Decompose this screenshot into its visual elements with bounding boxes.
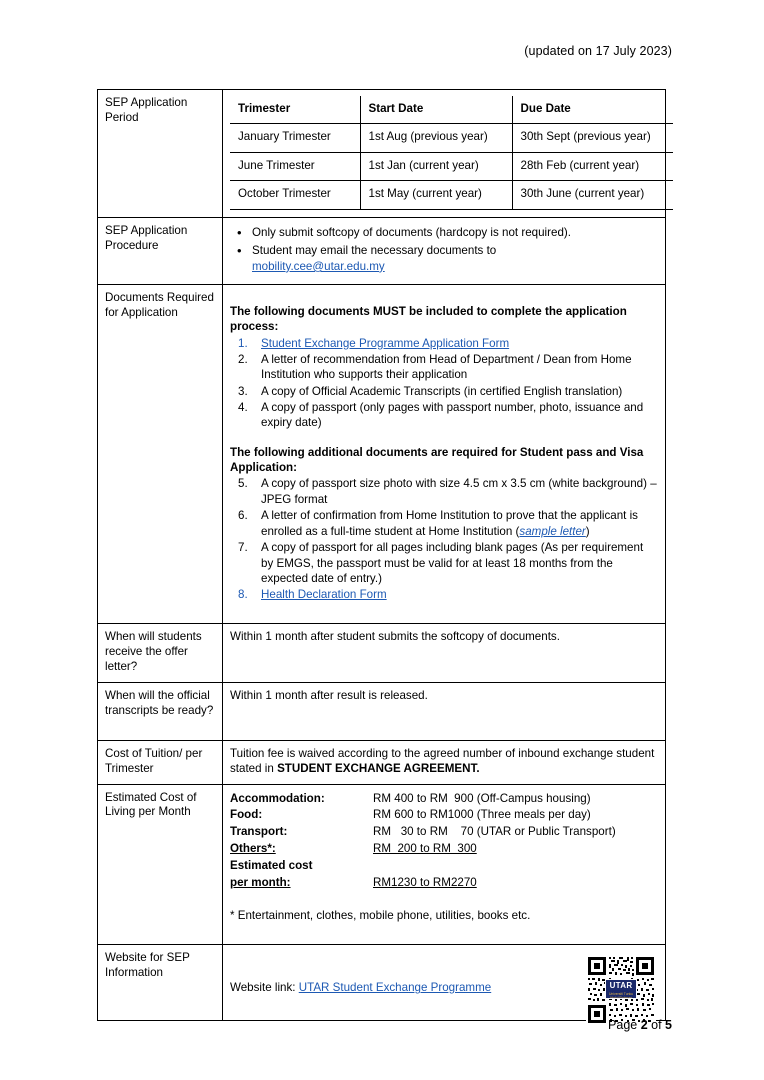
list-item-text: A letter of recommendation from Head of Department / Dean from Home Institution who supports their application — [261, 352, 632, 382]
trimester-start-date: 1st May (current year) — [360, 181, 512, 209]
cost-line-others — [230, 841, 658, 858]
row-value-offer-letter: Within 1 month after student submits the softcopy of documents. — [223, 624, 666, 682]
cost-line-accommodation — [230, 791, 658, 808]
due-date-col-header: Due Date — [512, 96, 673, 124]
row-value-transcripts: Within 1 month after result is released. — [223, 682, 666, 740]
row-label-cost-of-living: Estimated Cost of Living per Month — [98, 784, 223, 945]
row-value-application-period — [223, 90, 666, 218]
table-row-website — [98, 945, 666, 1021]
updated-note: (updated on 17 July 2023) — [524, 44, 672, 58]
documents-list-primary — [230, 336, 658, 431]
cost-label: Transport: — [230, 825, 288, 839]
row-label-documents-required: Documents Required for Application — [98, 284, 223, 624]
cost-value: RM 400 to RM 900 (Off-Campus housing) — [373, 791, 591, 805]
row-label-application-procedure: SEP Application Procedure — [98, 217, 223, 284]
footer-page-number: 2 — [640, 1018, 648, 1032]
list-item — [230, 384, 658, 400]
sep-website-link[interactable]: UTAR Student Exchange Programme — [298, 981, 492, 995]
trimester-start-date: 1st Jan (current year) — [360, 152, 512, 180]
footer-page-total: 5 — [665, 1018, 672, 1032]
list-number: 4. — [238, 400, 248, 414]
cost-line-estimated-head — [230, 858, 658, 875]
documents-heading-primary: The following documents MUST be included to complete the application process: — [230, 304, 627, 334]
row-value-application-procedure — [223, 217, 666, 284]
cost-footnote: * Entertainment, clothes, mobile phone, utilities, books etc. — [230, 909, 531, 923]
footer-prefix: Page — [608, 1018, 641, 1032]
sep-info-table — [97, 89, 666, 1021]
row-value-tuition — [223, 740, 666, 784]
row-value-cost-of-living — [223, 784, 666, 945]
list-item — [230, 587, 658, 603]
utar-logo-tagline: Universiti Tunku Abdul Rahman — [608, 992, 634, 1000]
cost-line-food — [230, 807, 658, 824]
cost-label: Accommodation: — [230, 791, 325, 805]
trimester-due-date: 30th June (current year) — [512, 181, 673, 209]
table-row-offer-letter — [98, 624, 666, 682]
list-item — [252, 243, 658, 275]
table-row-cost-of-living — [98, 784, 666, 945]
cost-line-transport — [230, 824, 658, 841]
procedure-bullet-list — [230, 225, 658, 275]
list-number: 7. — [238, 540, 248, 554]
list-item — [230, 508, 658, 539]
trimester-col-header: Trimester — [230, 96, 360, 124]
trimester-header-row — [230, 96, 673, 124]
row-label-application-period: SEP Application Period — [98, 90, 223, 218]
cost-label: Others*: — [230, 842, 276, 856]
health-declaration-form-link[interactable]: Health Declaration Form — [261, 588, 387, 602]
sample-letter-link[interactable]: sample letter — [519, 524, 586, 538]
trimester-row-june — [230, 152, 673, 180]
list-number: 1. — [238, 336, 248, 350]
qr-code-icon[interactable] — [586, 955, 656, 1025]
cost-label: Estimated cost — [230, 858, 313, 872]
table-row-application-procedure — [98, 217, 666, 284]
website-content — [230, 951, 658, 1013]
application-form-link[interactable]: Student Exchange Programme Application Form — [261, 336, 510, 350]
start-date-col-header: Start Date — [360, 96, 512, 124]
list-item-text: A copy of passport for all pages including blank pages (As per requirement by EMGS, the passport must be valid for at least 18 months from the expected date of entry.) — [261, 540, 644, 586]
trimester-start-date: 1st Aug (previous year) — [360, 124, 512, 152]
row-label-transcripts: When will the official transcripts be ready? — [98, 682, 223, 740]
list-item — [230, 476, 658, 507]
cost-value: RM 600 to RM1000 (Three meals per day) — [373, 808, 591, 822]
list-item-text: A copy of passport size photo with size 4.5 cm x 3.5 cm (white background) – JPEG format — [261, 477, 657, 506]
spacer — [230, 924, 658, 937]
trimester-name: June Trimester — [230, 152, 360, 180]
cost-value: RM 200 to RM 300 — [373, 842, 477, 856]
table-row-documents-required — [98, 284, 666, 624]
trimester-name: October Trimester — [230, 181, 360, 209]
row-value-documents-required — [223, 284, 666, 624]
trimester-due-date: 30th Sept (previous year) — [512, 124, 673, 152]
list-number: 2. — [238, 352, 248, 366]
email-link-mobility[interactable]: mobility.cee@utar.edu.my — [252, 259, 385, 273]
spacer — [230, 432, 658, 445]
list-item — [230, 400, 658, 431]
table-row-tuition — [98, 740, 666, 784]
website-link-prefix: Website link: — [230, 981, 299, 995]
documents-list-additional — [230, 476, 658, 603]
list-number: 5. — [238, 477, 248, 491]
row-value-website — [223, 945, 666, 1021]
page-footer — [0, 1018, 764, 1032]
spacer — [230, 603, 658, 616]
cost-label: Food: — [230, 808, 263, 822]
list-number: 6. — [238, 509, 248, 523]
list-item-text-after: ) — [585, 524, 590, 538]
list-number: 8. — [238, 588, 248, 602]
trimester-name: January Trimester — [230, 124, 360, 152]
bullet-text: Student may email the necessary documents to — [252, 243, 497, 257]
cost-label: per month: — [230, 875, 291, 889]
trimester-table — [230, 96, 673, 210]
list-item-text: A copy of passport (only pages with passport number, photo, issuance and expiry date) — [261, 400, 644, 430]
cost-line-per-month — [230, 875, 658, 892]
list-item: • Only submit softcopy of documents (hardcopy is not required). — [252, 225, 658, 241]
table-row-transcripts — [98, 682, 666, 740]
table-row-application-period — [98, 90, 666, 218]
utar-logo-text: UTAR — [609, 981, 633, 991]
trimester-row-october — [230, 181, 673, 209]
tuition-text: Tuition fee is waived according to the agreed number of inbound exchange student stated in — [230, 746, 655, 775]
list-item — [230, 352, 658, 383]
list-item — [230, 336, 658, 352]
list-item-text: A copy of Official Academic Transcripts (in certified English translation) — [261, 384, 623, 398]
footer-mid: of — [647, 1018, 666, 1032]
list-item-text: A letter of confirmation from Home Institution to prove that the applicant is enrolled as a full-time student at Home Institution ( — [261, 509, 638, 538]
list-number: 3. — [238, 384, 248, 398]
list-item — [230, 540, 658, 587]
cost-value: RM1230 to RM2270 — [373, 875, 477, 889]
row-label-tuition: Cost of Tuition/ per Trimester — [98, 740, 223, 784]
trimester-row-january — [230, 124, 673, 152]
documents-heading-additional: The following additional documents are required for Student pass and Visa Application: — [230, 445, 644, 474]
row-label-website: Website for SEP Information — [98, 945, 223, 1021]
row-label-offer-letter: When will students receive the offer letter? — [98, 624, 223, 682]
utar-logo — [605, 979, 637, 999]
tuition-agreement-bold: STUDENT EXCHANGE AGREEMENT. — [277, 761, 480, 775]
spacer — [230, 291, 658, 304]
cost-value: RM 30 to RM 70 (UTAR or Public Transport) — [373, 825, 616, 839]
trimester-due-date: 28th Feb (current year) — [512, 152, 673, 180]
